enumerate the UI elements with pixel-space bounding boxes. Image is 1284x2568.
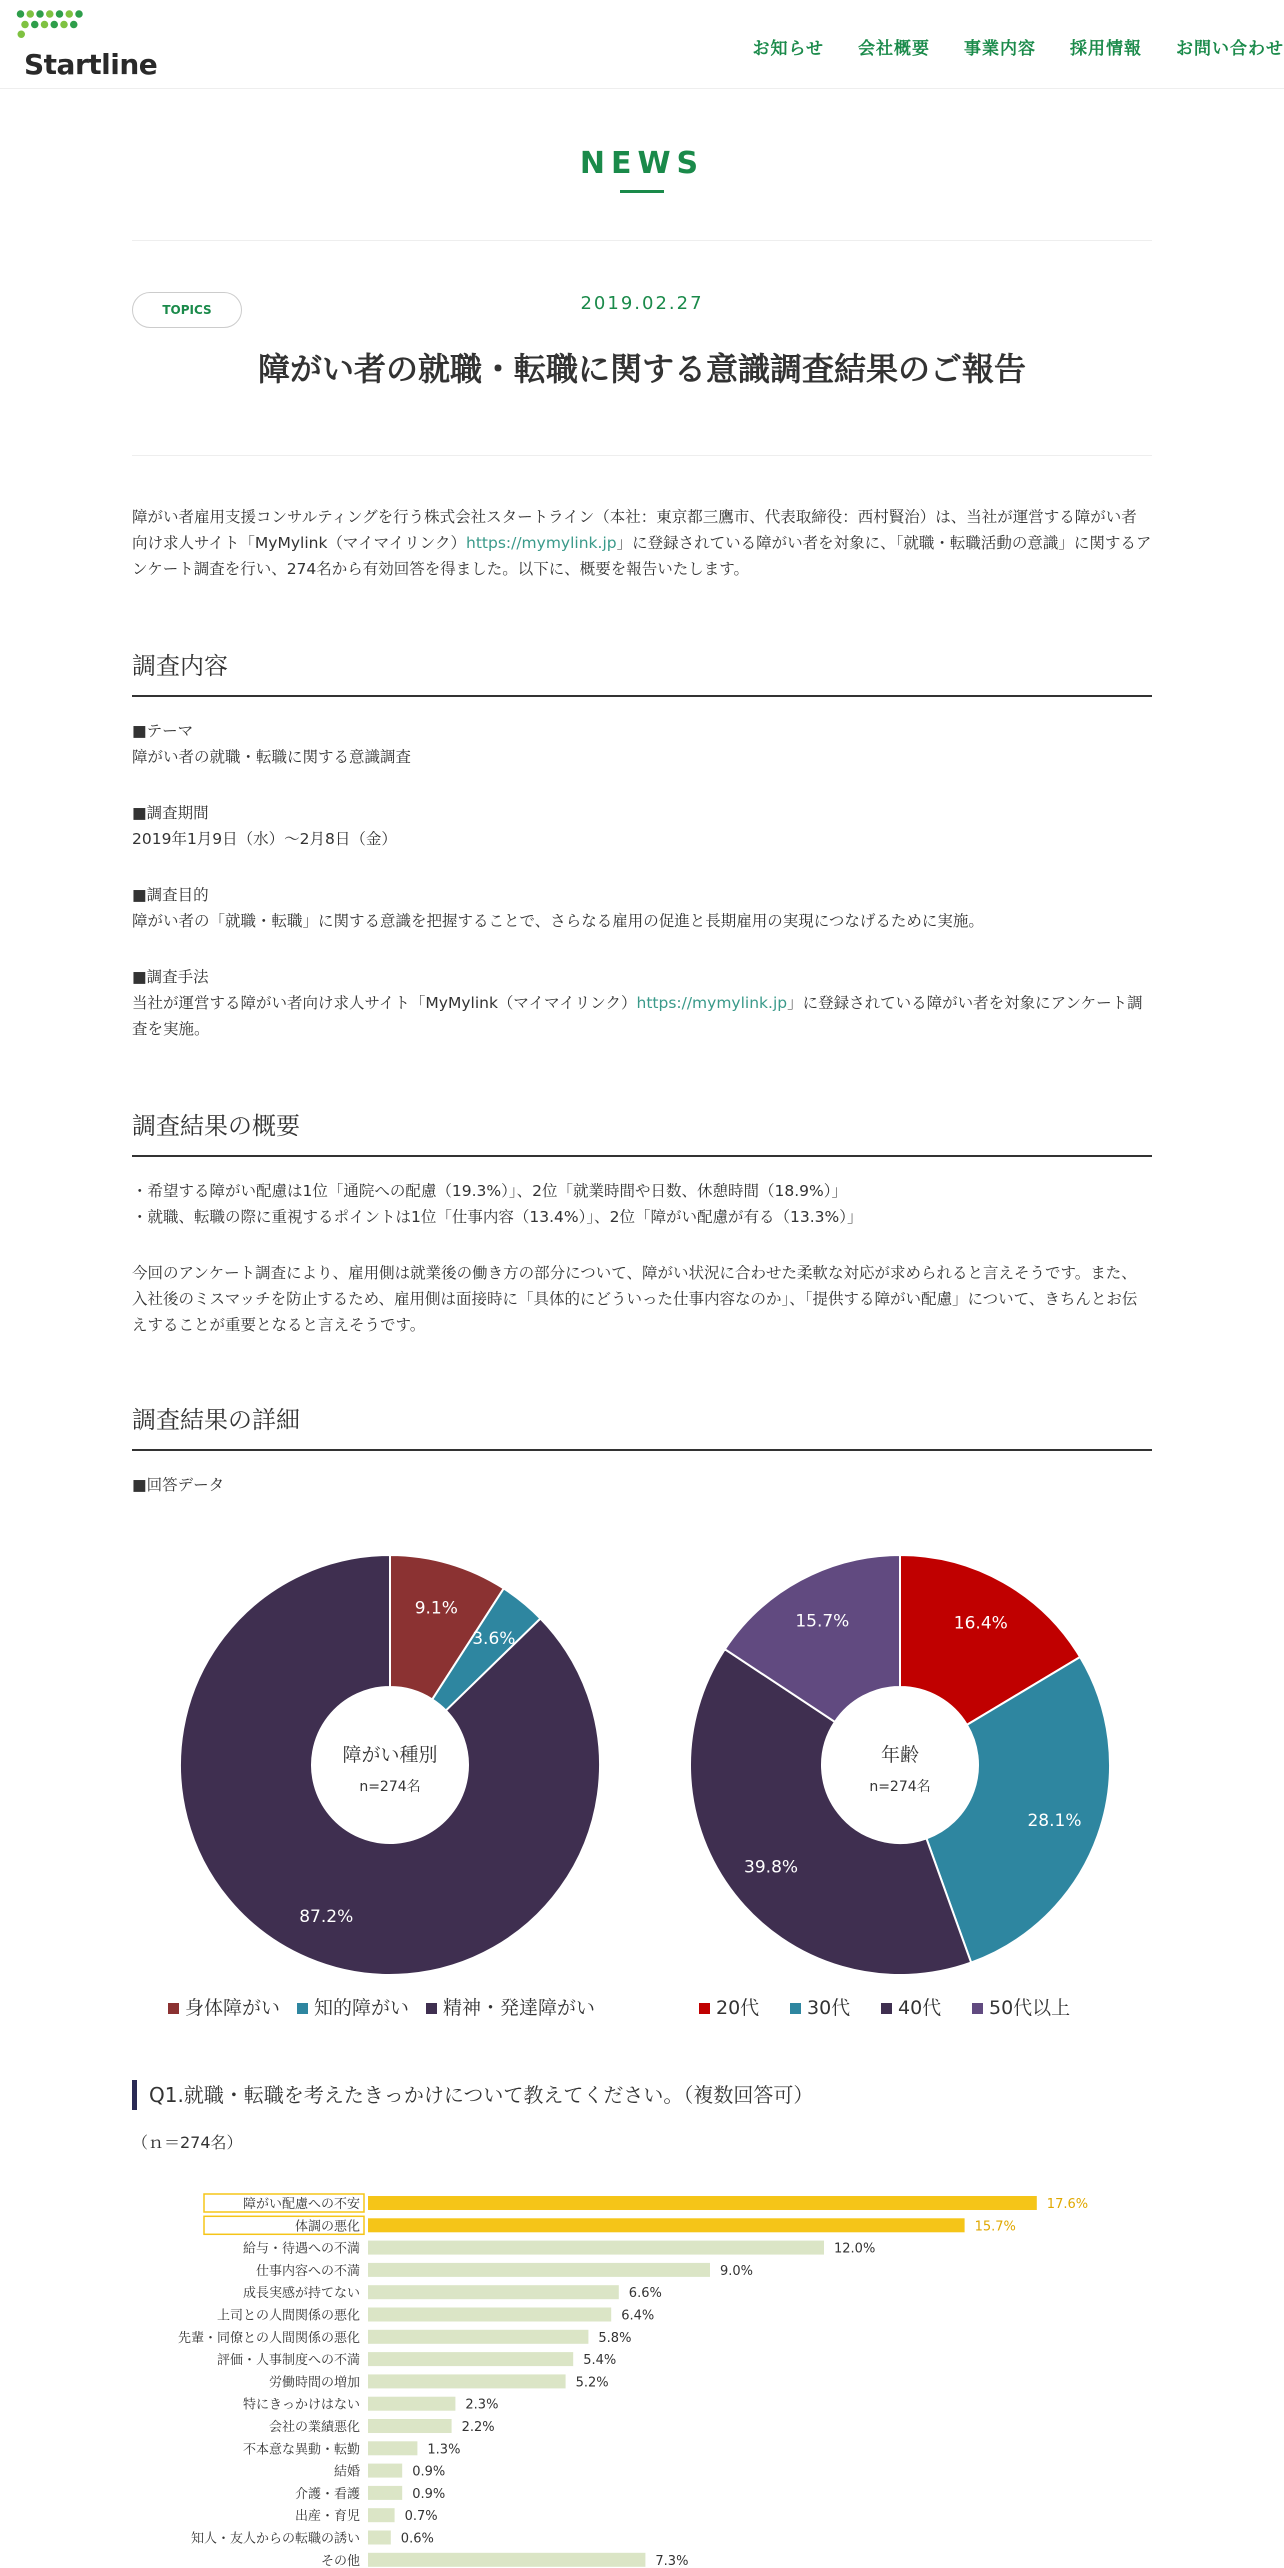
- purpose-value: 障がい者の「就職・転職」に関する意識を把握することで、さらなる雇用の促進と長期雇用の実現につなげるために実施。: [132, 912, 984, 930]
- legend-swatch-2-1: [790, 2003, 801, 2014]
- bar-13: [368, 2486, 402, 2500]
- slice-label-2-1: 28.1%: [1027, 1811, 1082, 1832]
- main-nav: [753, 34, 1284, 59]
- data-label: ■回答データ: [132, 1476, 225, 1494]
- bar-category-label-0: 障がい配慮への不安: [242, 2197, 360, 2212]
- bar-value-label-0: 17.6%: [1046, 2197, 1089, 2212]
- bar-category-label-9: 特にきっかけはない: [242, 2397, 360, 2413]
- legend-label-1-2: 精神・発達障がい: [443, 1997, 596, 2019]
- bar-5: [368, 2308, 611, 2322]
- bar-category-label-6: 先輩・同僚との人間関係の悪化: [177, 2330, 360, 2346]
- nav-company[interactable]: 会社概要: [858, 39, 930, 59]
- post-date: 2019.02.27: [580, 293, 704, 314]
- age-donut-chart: [660, 1540, 1140, 2040]
- bar-category-label-8: 労働時間の増加: [268, 2375, 360, 2391]
- bar-category-label-12: 結婚: [333, 2464, 360, 2480]
- donut-center-title: 年齢: [880, 1744, 920, 1766]
- bar-value-label-5: 6.4%: [621, 2308, 655, 2324]
- bar-value-label-7: 5.4%: [583, 2353, 617, 2369]
- nav-business[interactable]: 事業内容: [964, 39, 1036, 59]
- startline-logo[interactable]: [0, 8, 160, 84]
- bar-value-label-12: 0.9%: [412, 2464, 446, 2480]
- method-value: [132, 990, 1152, 1042]
- bar-2: [368, 2241, 824, 2255]
- bar-value-label-11: 1.3%: [427, 2442, 461, 2458]
- method-text: 当社が運営する障がい者向け求人サイト「MyMylink（マイマイリンク）: [132, 994, 637, 1012]
- bar-1: [368, 2218, 965, 2232]
- bar-value-label-4: 6.6%: [628, 2286, 662, 2302]
- survey-heading: 調査内容: [132, 646, 1152, 697]
- page-title: 障がい者の就職・転職に関する意識調査結果のご報告: [257, 350, 1026, 388]
- legend-swatch-1-2: [426, 2003, 437, 2014]
- slice-label-2-2: 39.8%: [744, 1857, 799, 1878]
- logo-dots-icon: [0, 8, 110, 38]
- bar-value-label-3: 9.0%: [720, 2263, 754, 2279]
- bar-15: [368, 2531, 391, 2545]
- bar-category-label-2: 給与・待遇への不満: [242, 2241, 360, 2257]
- mymylink-link[interactable]: https://mymylink.jp: [466, 534, 617, 552]
- bar-7: [368, 2352, 573, 2366]
- legend-label-2-2: 40代: [898, 1997, 942, 2019]
- bar-category-label-1: 体調の悪化: [294, 2219, 360, 2235]
- bar-11: [368, 2441, 417, 2455]
- bar-value-label-10: 2.2%: [461, 2420, 495, 2435]
- slice-label-1-1: 3.6%: [472, 1629, 516, 1650]
- bar-category-label-13: 介護・看護: [294, 2486, 360, 2502]
- mymylink-link-2[interactable]: https://mymylink.jp: [636, 994, 788, 1012]
- legend-swatch-2-0: [699, 2003, 710, 2014]
- bar-category-label-10: 会社の業績悪化: [268, 2420, 360, 2435]
- divider: [132, 240, 1152, 241]
- slice-label-2-3: 15.7%: [795, 1611, 850, 1632]
- bar-category-label-15: 知人・友人からの転職の誘い: [190, 2531, 360, 2547]
- theme-value: 障がい者の就職・転職に関する意識調査: [132, 748, 412, 766]
- site-header: [0, 0, 1284, 89]
- bar-value-label-15: 0.6%: [400, 2531, 434, 2547]
- topics-badge[interactable]: TOPICS: [132, 292, 242, 328]
- bar-value-label-2: 12.0%: [834, 2241, 876, 2257]
- legend-label-1-0: 身体障がい: [185, 1997, 281, 2019]
- intro-text-2: 」に登録されている障がい者を対象に、「就職・転職活動の意識」に関するアンケート調査を行い、274名から有効回答を得ました。以下に、概要を報告いたします。: [132, 534, 1152, 578]
- bar-value-label-9: 2.3%: [465, 2397, 499, 2413]
- bar-8: [368, 2374, 566, 2388]
- donut-center-n: n=274名: [869, 1779, 931, 1795]
- intro-text: 障がい者雇用支援コンサルティングを行う株式会社スタートライン（本社：東京都三鷹市、代表取締役：西村賢治）は、当社が運営する障がい者向け求人サイト「MyMylink（マイマイリンク）: [132, 508, 1137, 552]
- summary-bullet-2: ・就職、転職の際に重視するポイントは1位「仕事内容（13.4%）」、2位「障がい配慮が有る（13.3%）」: [132, 1208, 863, 1226]
- bar-category-label-5: 上司との人間関係の悪化: [216, 2308, 360, 2324]
- bar-10: [368, 2419, 452, 2433]
- legend-swatch-1-0: [168, 2003, 179, 2014]
- legend-swatch-1-1: [297, 2003, 308, 2014]
- bar-0: [368, 2196, 1037, 2210]
- title-underline: [620, 190, 664, 193]
- donut-center-n: n=274名: [359, 1779, 421, 1795]
- slice-label-2-0: 16.4%: [953, 1613, 1008, 1634]
- q1-title: Q1.就職・転職を考えたきっかけについて教えてください。（複数回答可）: [132, 2080, 813, 2110]
- nav-recruit[interactable]: 採用情報: [1070, 39, 1142, 59]
- bar-3: [368, 2263, 710, 2277]
- bar-value-label-8: 5.2%: [575, 2375, 609, 2391]
- summary-paragraph: 今回のアンケート調査により、雇用側は就業後の働き方の部分について、障がい状況に合わせた柔軟な対応が求められると言えそうです。また、入社後のミスマッチを防止するため、雇用側は面接時に「具体的にどういった仕事内容なのか」、「提供する障がい配慮」について、きちんとお伝えすることが重要となると言えそうです。: [132, 1264, 1138, 1334]
- q1-bar-chart: [132, 2190, 1152, 2568]
- bar-4: [368, 2285, 619, 2299]
- q1-sample-size: （ｎ＝274名）: [132, 2133, 243, 2152]
- slice-label-1-0: 9.1%: [414, 1598, 458, 1619]
- bar-value-label-14: 0.7%: [404, 2509, 438, 2525]
- intro-paragraph: [132, 504, 1152, 582]
- disability-type-donut-chart: [150, 1540, 630, 2040]
- bar-value-label-16: 7.3%: [655, 2553, 689, 2568]
- bar-6: [368, 2330, 588, 2344]
- bar-value-label-6: 5.8%: [598, 2330, 632, 2346]
- divider: [132, 455, 1152, 456]
- method-text-2: 」に登録されている障がい者を対象にアンケート調査を実施。: [132, 994, 1143, 1038]
- section-title: NEWS: [579, 146, 705, 181]
- bar-16: [368, 2553, 645, 2567]
- slice-label-1-2: 87.2%: [299, 1907, 354, 1928]
- legend-label-1-1: 知的障がい: [314, 1997, 410, 2019]
- method-label: ■調査手法: [132, 968, 209, 986]
- bar-category-label-7: 評価・人事制度への不満: [216, 2353, 360, 2369]
- bar-category-label-16: その他: [320, 2553, 360, 2568]
- bar-value-label-1: 15.7%: [974, 2219, 1016, 2235]
- bar-12: [368, 2464, 402, 2478]
- bar-category-label-11: 不本意な異動・転勤: [242, 2442, 360, 2458]
- theme-label: ■テーマ: [132, 722, 194, 740]
- logo-text: Startline: [24, 48, 158, 81]
- period-value: 2019年1月9日（水）～2月8日（金）: [132, 830, 397, 848]
- period-label: ■調査期間: [132, 804, 209, 822]
- details-heading: 調査結果の詳細: [132, 1400, 1152, 1451]
- legend-swatch-2-2: [881, 2003, 892, 2014]
- bar-category-label-14: 出産・育児: [294, 2509, 360, 2525]
- nav-contact[interactable]: お問い合わせ: [1176, 39, 1284, 59]
- legend-swatch-2-3: [972, 2003, 983, 2014]
- bar-category-label-3: 仕事内容への不満: [255, 2263, 360, 2279]
- legend-label-2-3: 50代以上: [989, 1997, 1071, 2019]
- bar-14: [368, 2508, 395, 2522]
- bar-value-label-13: 0.9%: [412, 2486, 446, 2502]
- summary-bullet-1: ・希望する障がい配慮は1位「通院への配慮（19.3%）」、2位「就業時間や日数、休憩時間（18.9%）」: [132, 1182, 847, 1200]
- legend-label-2-0: 20代: [716, 1997, 760, 2019]
- summary-heading: 調査結果の概要: [132, 1106, 1152, 1157]
- bar-9: [368, 2397, 455, 2411]
- donut-center-title: 障がい種別: [342, 1744, 438, 1766]
- purpose-label: ■調査目的: [132, 886, 209, 904]
- bar-category-label-4: 成長実感が持てない: [242, 2286, 360, 2302]
- legend-label-2-1: 30代: [807, 1997, 851, 2019]
- nav-news[interactable]: お知らせ: [752, 39, 824, 59]
